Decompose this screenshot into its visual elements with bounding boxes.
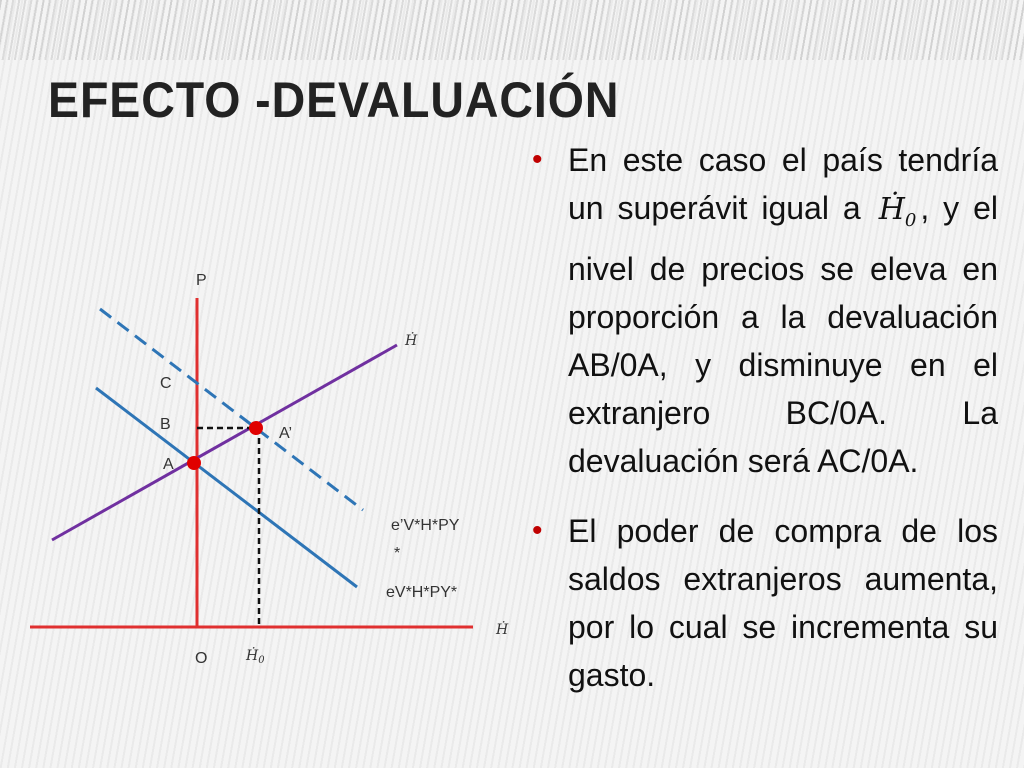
origin-label: O [195, 650, 208, 667]
bullet-2-text: El poder de compra de los saldos extranjeros aumenta, por lo cual se incrementa su gasto. [568, 513, 998, 693]
original-demand-line [96, 388, 357, 587]
point-a-label: A [163, 456, 174, 473]
shifted-demand-line [100, 309, 363, 510]
bullet-1-text-a: En este caso el país tendría un superávit igual a [568, 142, 998, 226]
point-a-marker [187, 456, 201, 470]
shifted-line-label-star: * [394, 545, 401, 562]
x-tick-label: Ḣ$_0$ [246, 648, 265, 666]
bullet-icon: • [532, 143, 543, 176]
shifted-line-label: e’V*H*PY [391, 517, 460, 534]
bullet-1-text-b: , y el nivel de precios se eleva en proporción a la devaluación AB/0A, y disminuye en el extranjero BC/0A. La devaluación será AC/0A. [568, 190, 999, 479]
point-b-label: B [160, 416, 171, 433]
bullet-icon: • [532, 514, 543, 547]
h-dot-line-label: Ḣ [405, 333, 418, 349]
slide-title: EFECTO -DEVALUACIÓN [48, 72, 620, 128]
x-axis-label: Ḣ [496, 622, 509, 638]
h-dot-line [52, 345, 397, 540]
point-a-prime-marker [249, 421, 263, 435]
axis-y-label: P [196, 272, 207, 289]
point-a-prime-label: A’ [279, 425, 293, 442]
h-dot-symbol: Ḣ$_0$ [878, 192, 917, 231]
point-c-label: C [160, 375, 172, 392]
original-line-label: eV*H*PY* [386, 584, 458, 601]
